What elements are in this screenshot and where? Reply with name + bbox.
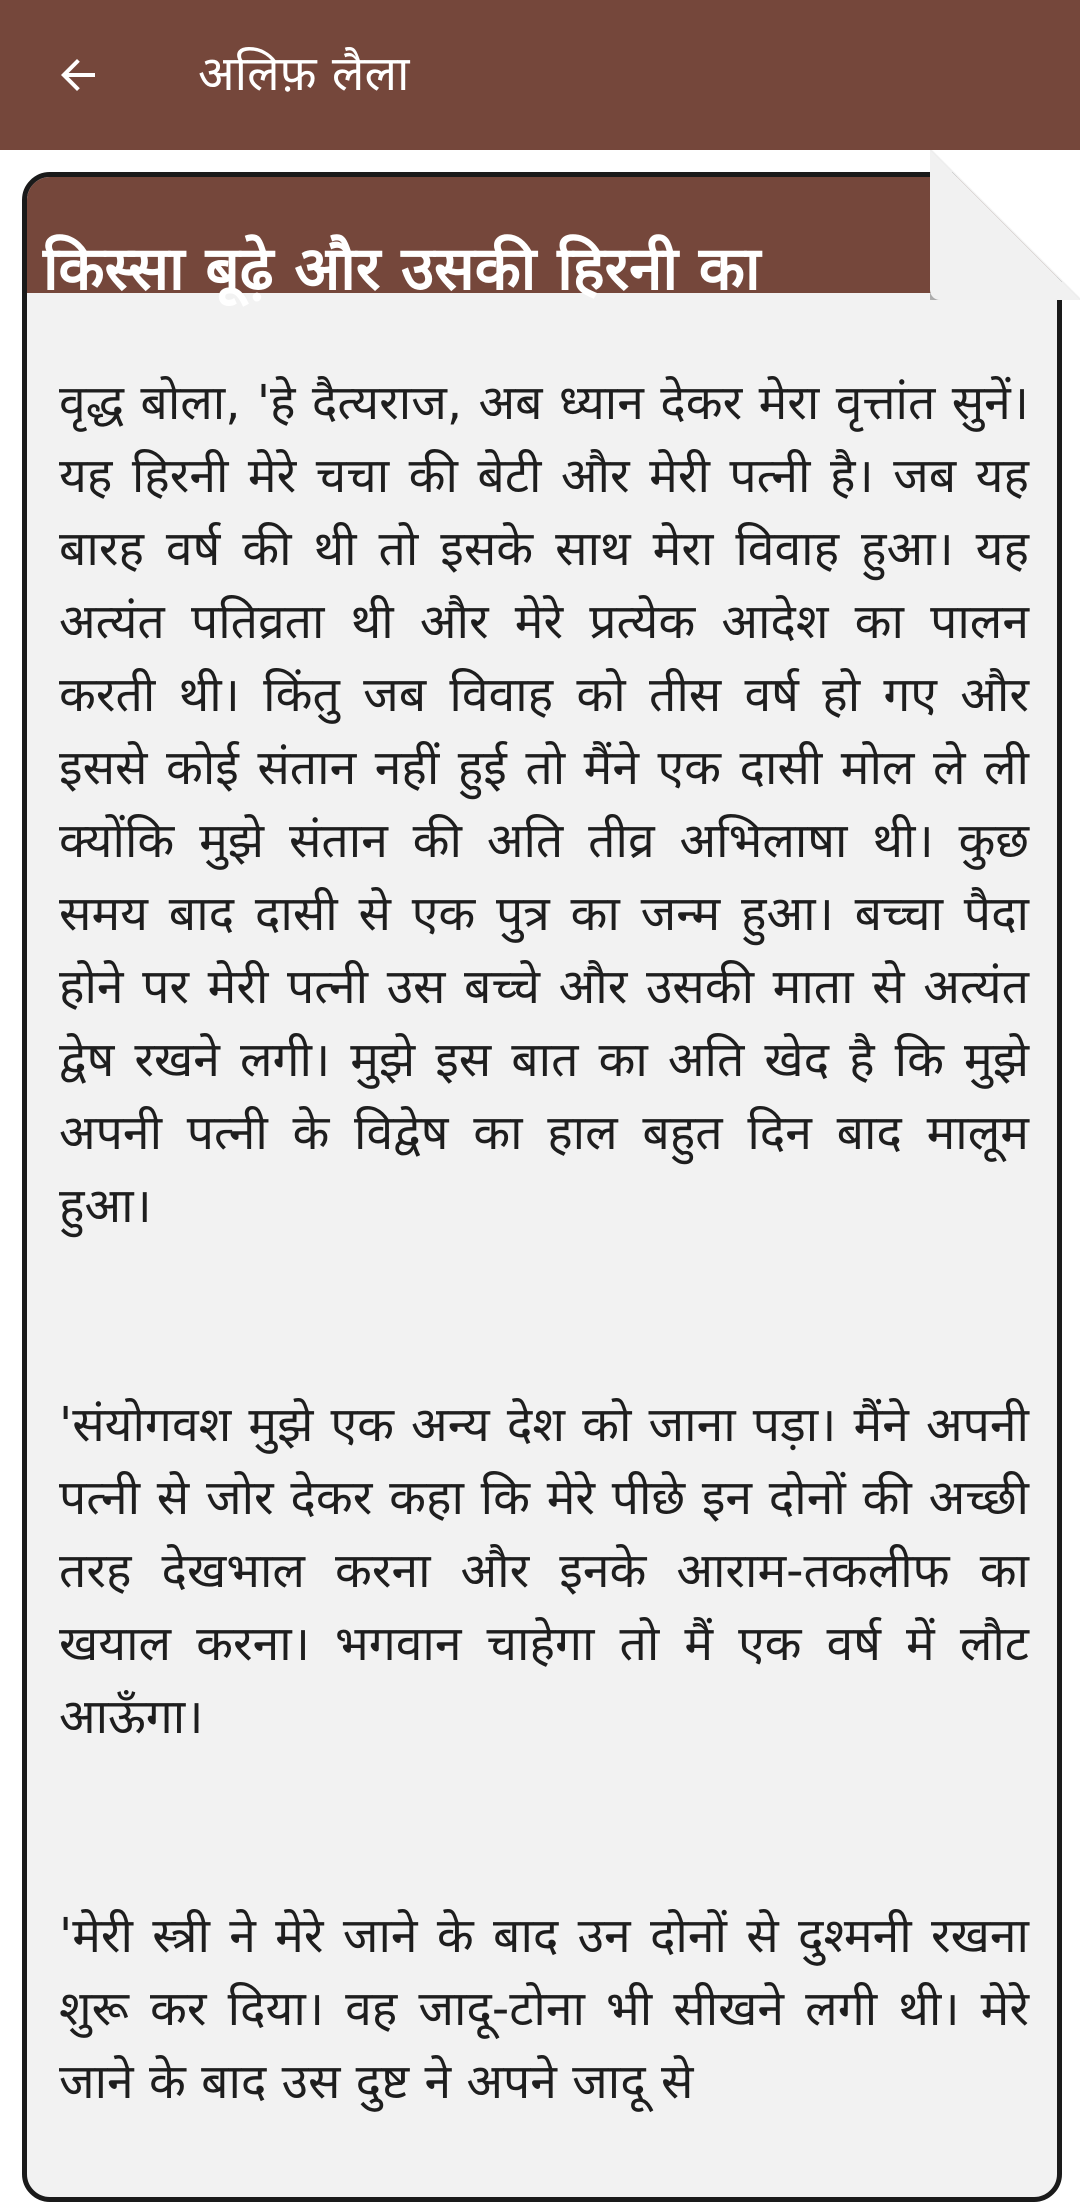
story-body[interactable] — [59, 367, 1029, 2202]
app-title: अलिफ़ लैला — [198, 46, 410, 102]
story-card[interactable] — [22, 172, 1062, 2202]
story-paragraph-3: 'मेरी स्त्री ने मेरे जाने के बाद उन दोनों से दुश्मनी रखना शुरू कर दिया। वह जादू-टोना भी सीखने लगी थी। मेरे जाने के बाद उस दुष्ट ने अपने जादू से — [59, 1908, 1029, 2110]
story-title: किस्सा बूढ़े और उसकी हिरनी का — [43, 234, 761, 305]
story-header — [27, 177, 1057, 305]
story-paragraph-1: वृद्ध बोला, 'हे दैत्यराज, अब ध्यान देकर मेरा वृत्तांत सुनें। यह हिरनी मेरे चचा की बेटी और मेरी पत्नी है। जब यह बारह वर्ष की थी तो इसके साथ मेरा विवाह हुआ। यह अत्यंत पतिव्रता थी और मेरे प्रत्येक आदेश का पालन करती थी। किंतु जब विवाह को तीस वर्ष हो गए और इससे कोई संतान नहीं हुई तो मैंने एक दासी मोल ले ली क्योंकि मुझे संतान की अति तीव्र अभिलाषा थी। कुछ समय बाद दासी से एक पुत्र का जन्म हुआ। बच्चा पैदा होने पर मेरी पत्नी उस बच्चे और उसकी माता से अत्यंत द्वेष रखने लगी। मुझे इस बात का अति खेद है कि मुझे अपनी पत्नी के विद्वेष का हाल बहुत दिन बाद मालूम हुआ। — [59, 375, 1029, 1234]
app-bar — [0, 0, 1080, 150]
story-paragraph-2: 'संयोगवश मुझे एक अन्य देश को जाना पड़ा। मैंने अपनी पत्नी से जोर देकर कहा कि मेरे पीछे इन दोनों की अच्छी तरह देखभाल करना और इनके आराम-तकलीफ का खयाल करना। भगवान चाहेगा तो मैं एक वर्ष में लौट आऊँगा। — [59, 1397, 1029, 1745]
back-button[interactable] — [44, 40, 114, 110]
arrow-left-icon — [55, 51, 103, 99]
